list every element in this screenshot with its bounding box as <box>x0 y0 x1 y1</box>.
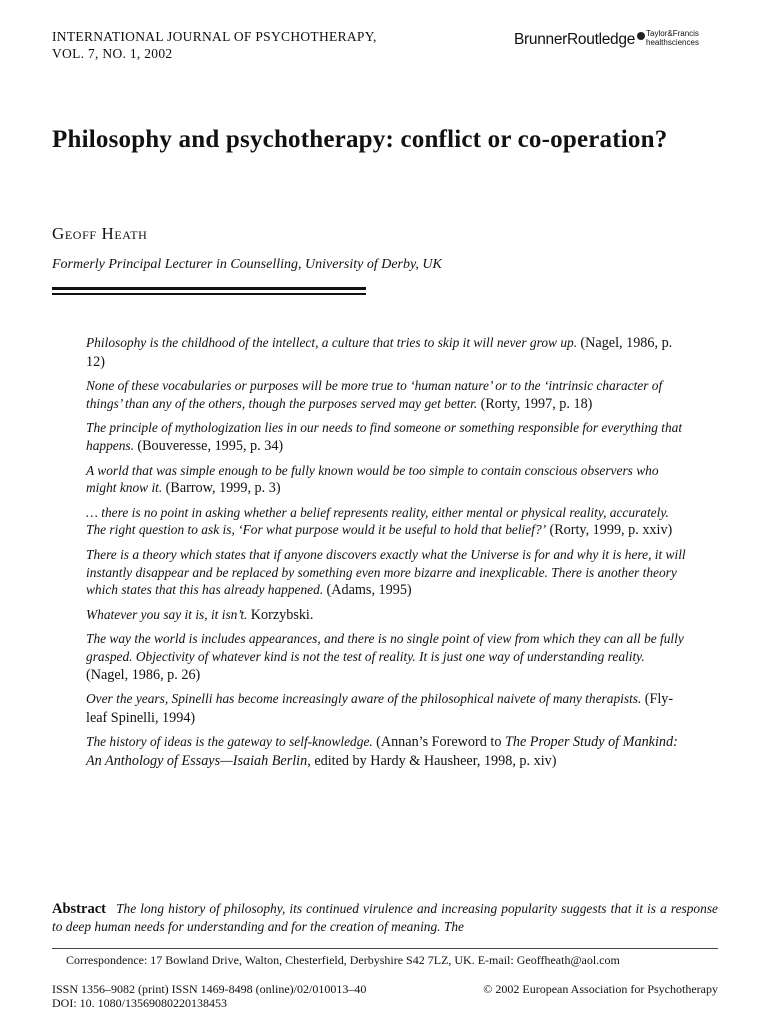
title-rule-thick <box>52 287 366 290</box>
epigraph-citation: (Nagel, 1986, p. 26) <box>86 666 201 683</box>
epigraph <box>86 377 686 413</box>
journal-header <box>52 28 377 62</box>
epigraph-citation: (Rorty, 1999, p. xxiv) <box>549 522 673 539</box>
epigraph-quote: There is a theory which states that if anyone discovers exactly what the Universe is for and why it is here, it will instantly disappear and be replaced by something even more bizarre and inexplicable. There is another theory which states that this has already happened. <box>86 546 686 598</box>
epigraph <box>86 419 686 455</box>
publisher-sub-line1: Taylor&Francis <box>646 29 699 38</box>
epigraph-citation: (Barrow, 1999, p. 3) <box>165 480 281 497</box>
epigraph <box>86 504 686 540</box>
epigraph-citation: (Fly-leaf Spinelli, 1994) <box>86 691 674 726</box>
epigraph <box>86 546 686 600</box>
epigraph-citation: (Adams, 1995) <box>326 582 412 599</box>
abstract <box>52 900 718 936</box>
copyright: © 2002 European Association for Psychotherapy <box>483 982 718 996</box>
issn-line <box>52 982 718 997</box>
citation-prefix: (Annan’s Foreword to <box>376 734 502 751</box>
journal-volume: VOL. 7, NO. 1, 2002 <box>52 46 173 61</box>
citation-suffix: , edited by Hardy & Hausheer, 1998, p. xiv) <box>307 752 557 769</box>
taylor-francis-icon <box>637 32 645 40</box>
epigraph-quote: The way the world is includes appearances, and there is no single point of view from which they can all be fully grasped. Objectivity of whatever kind is not the test of reality. It is just one way of understanding reality. <box>86 631 684 664</box>
citation-book-title: The Proper Study of Mankind: An Anthology of Essays—Isaiah Berlin <box>86 734 678 769</box>
title-rule-thin <box>52 293 366 295</box>
author-affiliation: Formerly Principal Lecturer in Counselling, University of Derby, UK <box>52 257 442 272</box>
epigraphs <box>86 334 686 776</box>
issn: ISSN 1356–9082 (print) ISSN 1469-8498 (online)/02/010013–40 <box>52 982 367 996</box>
epigraph <box>86 690 686 727</box>
correspondence: Correspondence: 17 Bowland Drive, Walton, Chesterfield, Derbyshire S42 7LZ, UK. E-mail: Geoffheath@aol.com <box>66 953 620 967</box>
publisher-sub-line2: healthsciences <box>646 38 699 47</box>
epigraph-citation: (Rorty, 1997, p. 18) <box>480 395 593 412</box>
publisher-sub <box>646 29 699 47</box>
epigraph-quote: A world that was simple enough to be fully known would be too simple to contain conscious observers who might know it. <box>86 462 659 496</box>
journal-title: INTERNATIONAL JOURNAL OF PSYCHOTHERAPY, <box>52 29 377 44</box>
epigraph-citation: Korzybski. <box>250 606 314 623</box>
doi: DOI: 10. 1080/13569080220138453 <box>52 996 227 1010</box>
epigraph-citation: (Nagel, 1986, p. 12) <box>86 335 673 370</box>
abstract-label: Abstract <box>52 901 106 917</box>
epigraph <box>86 630 686 684</box>
epigraph-citation: (Bouveresse, 1995, p. 34) <box>137 437 284 454</box>
epigraph <box>86 606 686 625</box>
publisher-brand: BrunnerRoutledge <box>514 31 636 48</box>
epigraph <box>86 733 686 770</box>
epigraph-quote: The principle of mythologization lies in our needs to find someone or something responsible for everything that happens. <box>86 420 683 453</box>
footer-rule <box>52 948 718 949</box>
epigraph-quote: Over the years, Spinelli has become increasingly aware of the philosophical naivete of many therapists. <box>86 691 642 707</box>
epigraph-quote: None of these vocabularies or purposes will be more true to ‘human nature’ or to the ‘intrinsic character of things’ than any of the others, though the purposes served may get better. <box>86 378 663 411</box>
epigraph <box>86 334 686 371</box>
epigraph <box>86 462 686 498</box>
epigraph-quote: Whatever you say it is, it isn’t. <box>86 606 248 622</box>
abstract-text: The long history of philosophy, its continued virulence and increasing popularity suggests that it is a response to deep human needs for understanding and for the creation of meaning. The <box>52 901 718 934</box>
article-title: Philosophy and psychotherapy: conflict or co-operation? <box>52 126 668 153</box>
epigraph-quote: … there is no point in asking whether a belief represents reality, either mental or physical reality, accurately. The right question to ask is, ‘For what purpose would it be useful to hold that belief?’ <box>86 504 669 538</box>
publisher-logo <box>514 27 699 51</box>
epigraph-quote: The history of ideas is the gateway to self-knowledge. <box>86 734 373 750</box>
author-name: Geoff Heath <box>52 224 148 243</box>
epigraph-quote: Philosophy is the childhood of the intellect, a culture that tries to skip it will never grow up. <box>86 335 578 350</box>
